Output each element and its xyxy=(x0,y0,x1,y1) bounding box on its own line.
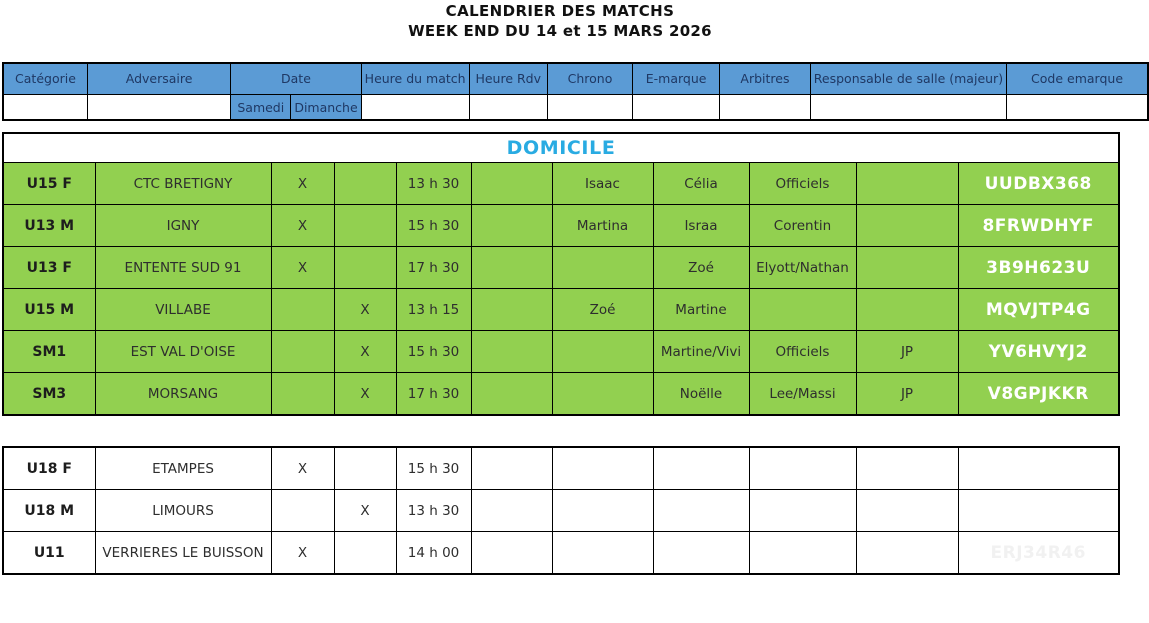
cell-heure-match: 15 h 30 xyxy=(396,205,471,247)
cell-categorie: U18 F xyxy=(3,447,95,490)
cell-dimanche xyxy=(334,447,396,490)
title-block xyxy=(2,1,1118,41)
cell-categorie: U13 F xyxy=(3,247,95,289)
cell-dimanche xyxy=(334,205,396,247)
cell-samedi xyxy=(271,490,334,532)
col-header-arbitres: Arbitres xyxy=(720,63,811,95)
header-row xyxy=(3,63,1148,95)
cell-code-emarque: V8GPJKKR xyxy=(958,373,1119,416)
cell-responsable xyxy=(856,447,958,490)
cell-heure-rdv xyxy=(471,532,552,575)
cell-arbitres: Officiels xyxy=(749,331,856,373)
cell-heure-rdv xyxy=(471,247,552,289)
cell-adversaire: ENTENTE SUD 91 xyxy=(95,247,271,289)
cell-responsable xyxy=(856,205,958,247)
cell-code-emarque xyxy=(958,490,1119,532)
cell-arbitres: Corentin xyxy=(749,205,856,247)
cell-code-emarque: 3B9H623U xyxy=(958,247,1119,289)
cell-responsable xyxy=(856,289,958,331)
page-title: CALENDRIER DES MATCHS xyxy=(445,2,675,20)
cell-samedi: X xyxy=(271,163,334,205)
cell-emarque xyxy=(653,490,749,532)
cell-categorie: SM1 xyxy=(3,331,95,373)
table-row xyxy=(3,532,1119,575)
header-empty-cell xyxy=(87,95,230,121)
cell-heure-match: 13 h 30 xyxy=(396,163,471,205)
cell-dimanche: X xyxy=(334,289,396,331)
cell-dimanche xyxy=(334,532,396,575)
cell-adversaire: EST VAL D'OISE xyxy=(95,331,271,373)
col-header-code-emarque: Code emarque xyxy=(1007,63,1148,95)
page-subtitle: WEEK END DU 14 et 15 MARS 2026 xyxy=(408,22,712,40)
cell-samedi: X xyxy=(271,205,334,247)
cell-categorie: U13 M xyxy=(3,205,95,247)
header-subrow xyxy=(3,95,1148,121)
cell-heure-rdv xyxy=(471,447,552,490)
cell-heure-rdv xyxy=(471,490,552,532)
cell-chrono xyxy=(552,331,653,373)
cell-arbitres: Lee/Massi xyxy=(749,373,856,416)
cell-adversaire: VERRIERES LE BUISSON xyxy=(95,532,271,575)
header-empty-cell xyxy=(720,95,811,121)
table-row xyxy=(3,331,1119,373)
cell-adversaire: ETAMPES xyxy=(95,447,271,490)
cell-code-emarque: MQVJTP4G xyxy=(958,289,1119,331)
cell-samedi: X xyxy=(271,532,334,575)
cell-chrono xyxy=(552,247,653,289)
cell-categorie: U15 M xyxy=(3,289,95,331)
cell-emarque: Noëlle xyxy=(653,373,749,416)
cell-dimanche xyxy=(334,163,396,205)
cell-heure-match: 15 h 30 xyxy=(396,331,471,373)
table-row xyxy=(3,247,1119,289)
table-row xyxy=(3,490,1119,532)
section-title-domicile: DOMICILE xyxy=(3,133,1119,163)
cell-heure-rdv xyxy=(471,205,552,247)
cell-responsable: JP xyxy=(856,373,958,416)
col-header-categorie: Catégorie xyxy=(3,63,87,95)
cell-code-emarque: YV6HVYJ2 xyxy=(958,331,1119,373)
col-header-heure-rdv: Heure Rdv xyxy=(469,63,547,95)
cell-responsable xyxy=(856,532,958,575)
cell-emarque: Zoé xyxy=(653,247,749,289)
cell-arbitres: Elyott/Nathan xyxy=(749,247,856,289)
cell-heure-rdv xyxy=(471,289,552,331)
cell-categorie: U18 M xyxy=(3,490,95,532)
cell-responsable: JP xyxy=(856,331,958,373)
cell-samedi xyxy=(271,331,334,373)
cell-responsable xyxy=(856,247,958,289)
second-table xyxy=(2,446,1120,575)
cell-emarque xyxy=(653,447,749,490)
col-header-adversaire: Adversaire xyxy=(87,63,230,95)
section-header-row xyxy=(3,133,1119,163)
col-header-dimanche: Dimanche xyxy=(291,95,361,121)
col-header-heure-match: Heure du match xyxy=(361,63,469,95)
cell-samedi: X xyxy=(271,447,334,490)
header-empty-cell xyxy=(633,95,720,121)
table-row xyxy=(3,289,1119,331)
cell-categorie: U15 F xyxy=(3,163,95,205)
cell-categorie: SM3 xyxy=(3,373,95,416)
cell-samedi xyxy=(271,289,334,331)
cell-adversaire: IGNY xyxy=(95,205,271,247)
cell-adversaire: CTC BRETIGNY xyxy=(95,163,271,205)
col-header-date: Date xyxy=(231,63,361,95)
table-row xyxy=(3,163,1119,205)
cell-heure-match: 17 h 30 xyxy=(396,373,471,416)
cell-chrono xyxy=(552,447,653,490)
cell-samedi: X xyxy=(271,247,334,289)
col-header-responsable: Responsable de salle (majeur) xyxy=(810,63,1006,95)
cell-chrono: Martina xyxy=(552,205,653,247)
cell-dimanche: X xyxy=(334,331,396,373)
cell-code-emarque: 8FRWDHYF xyxy=(958,205,1119,247)
cell-adversaire: VILLABE xyxy=(95,289,271,331)
cell-arbitres xyxy=(749,447,856,490)
header-empty-cell xyxy=(810,95,1006,121)
col-header-chrono: Chrono xyxy=(547,63,632,95)
cell-arbitres: Officiels xyxy=(749,163,856,205)
cell-arbitres xyxy=(749,490,856,532)
cell-heure-rdv xyxy=(471,163,552,205)
cell-chrono xyxy=(552,490,653,532)
header-table xyxy=(2,62,1149,121)
cell-emarque: Célia xyxy=(653,163,749,205)
cell-responsable xyxy=(856,163,958,205)
table-row xyxy=(3,447,1119,490)
cell-categorie: U11 xyxy=(3,532,95,575)
cell-emarque: Martine xyxy=(653,289,749,331)
cell-dimanche xyxy=(334,247,396,289)
cell-arbitres xyxy=(749,289,856,331)
cell-heure-match: 17 h 30 xyxy=(396,247,471,289)
table-row xyxy=(3,205,1119,247)
domicile-table xyxy=(2,132,1120,416)
cell-chrono: Isaac xyxy=(552,163,653,205)
cell-heure-rdv xyxy=(471,331,552,373)
cell-adversaire: LIMOURS xyxy=(95,490,271,532)
cell-chrono: Zoé xyxy=(552,289,653,331)
cell-chrono xyxy=(552,532,653,575)
table-row xyxy=(3,373,1119,416)
cell-heure-match: 13 h 15 xyxy=(396,289,471,331)
cell-heure-match: 13 h 30 xyxy=(396,490,471,532)
header-empty-cell xyxy=(1007,95,1148,121)
cell-chrono xyxy=(552,373,653,416)
cell-emarque: Israa xyxy=(653,205,749,247)
cell-dimanche: X xyxy=(334,373,396,416)
header-empty-cell xyxy=(3,95,87,121)
cell-adversaire: MORSANG xyxy=(95,373,271,416)
cell-samedi xyxy=(271,373,334,416)
header-empty-cell xyxy=(469,95,547,121)
cell-heure-match: 14 h 00 xyxy=(396,532,471,575)
cell-arbitres xyxy=(749,532,856,575)
cell-dimanche: X xyxy=(334,490,396,532)
cell-code-emarque xyxy=(958,447,1119,490)
cell-emarque: Martine/Vivi xyxy=(653,331,749,373)
col-header-emarque: E-marque xyxy=(633,63,720,95)
header-empty-cell xyxy=(361,95,469,121)
header-empty-cell xyxy=(547,95,632,121)
cell-heure-rdv xyxy=(471,373,552,416)
cell-code-emarque: ERJ34R46 xyxy=(958,532,1119,575)
cell-emarque xyxy=(653,532,749,575)
cell-heure-match: 15 h 30 xyxy=(396,447,471,490)
cell-responsable xyxy=(856,490,958,532)
col-header-samedi: Samedi xyxy=(231,95,291,121)
cell-code-emarque: UUDBX368 xyxy=(958,163,1119,205)
